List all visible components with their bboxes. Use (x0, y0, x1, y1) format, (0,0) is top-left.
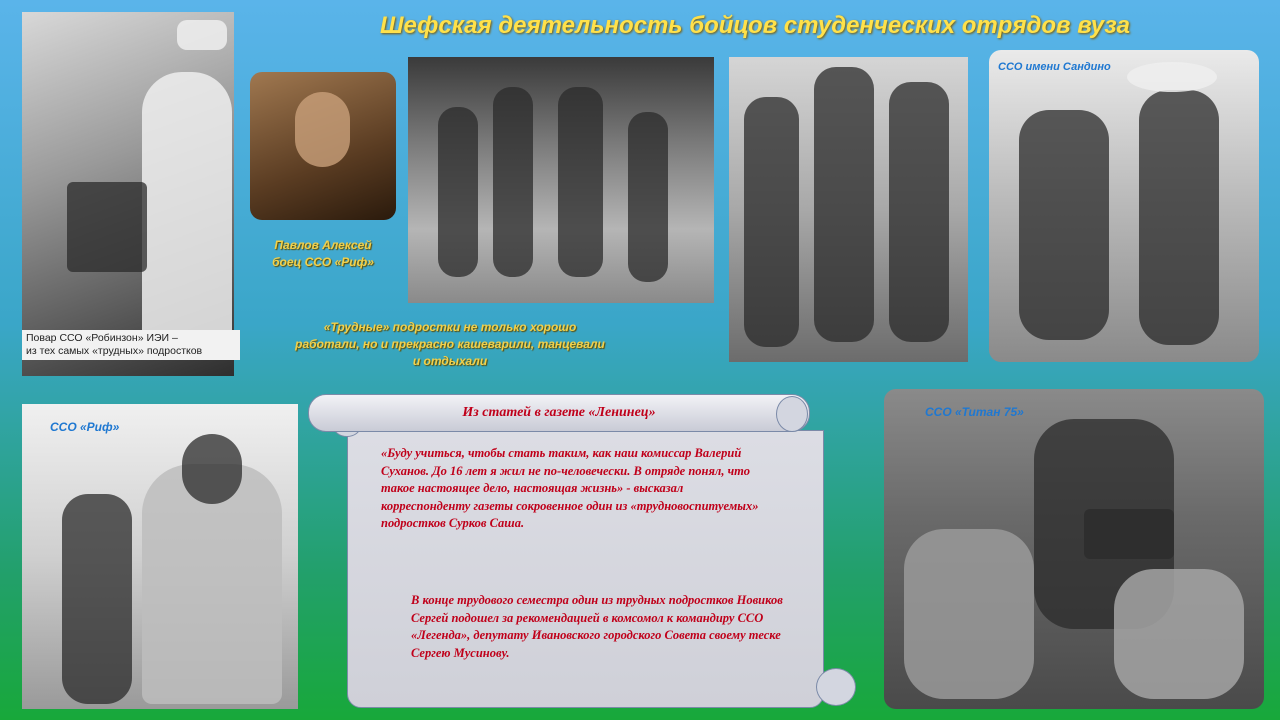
caption-titan: ССО «Титан 75» (925, 405, 1024, 419)
quote-surkov: «Буду учиться, чтобы стать таким, как наш комиссар Валерий Суханов. До 16 лет я жил не по-человечески. В отряде понял, что такое настоящее дело, настоящая жизнь» - высказал корреспонденту газеты сокровенное один из «трудновоспитуемых» подростков Сурков Саша. (381, 446, 759, 530)
photo-titan (884, 389, 1264, 709)
caption-pavlov: Павлов Алексей боец ССО «Риф» (272, 238, 374, 269)
photo-sandino (989, 50, 1259, 362)
newspaper-scroll-heading (308, 394, 810, 432)
photo-pavlov (250, 72, 396, 220)
quote-novikov: В конце трудового семестра один из трудных подростков Новиков Сергей подошел за рекомендацией в комсомол к командиру ССО «Легенда», депутату Ивановского городского Совета своему теске Сергею Мусинову. (411, 593, 783, 660)
scroll-heading-text: Из статей в газете «Ленинец» (462, 405, 656, 420)
caption-sandino: ССО имени Сандино (998, 61, 1111, 73)
scroll-curl-top-right (776, 396, 808, 432)
scroll-curl-bottom-right (816, 668, 856, 706)
photo-cook-caption: Повар ССО «Робинзон» ИЭИ – из тех самых «трудных» подростков (22, 330, 240, 360)
caption-rif: ССО «Риф» (50, 420, 120, 434)
photo-rif (22, 404, 298, 709)
caption-trudnye: «Трудные» подростки не только хорошо работали, но и прекрасно кашеварили, танцевали и отдыхали (295, 320, 605, 368)
photo-three-people (729, 57, 968, 362)
photo-cook (22, 12, 234, 376)
photo-group-four (408, 57, 714, 303)
slide-title: Шефская деятельность бойцов студенческих отрядов вуза (379, 12, 1131, 39)
